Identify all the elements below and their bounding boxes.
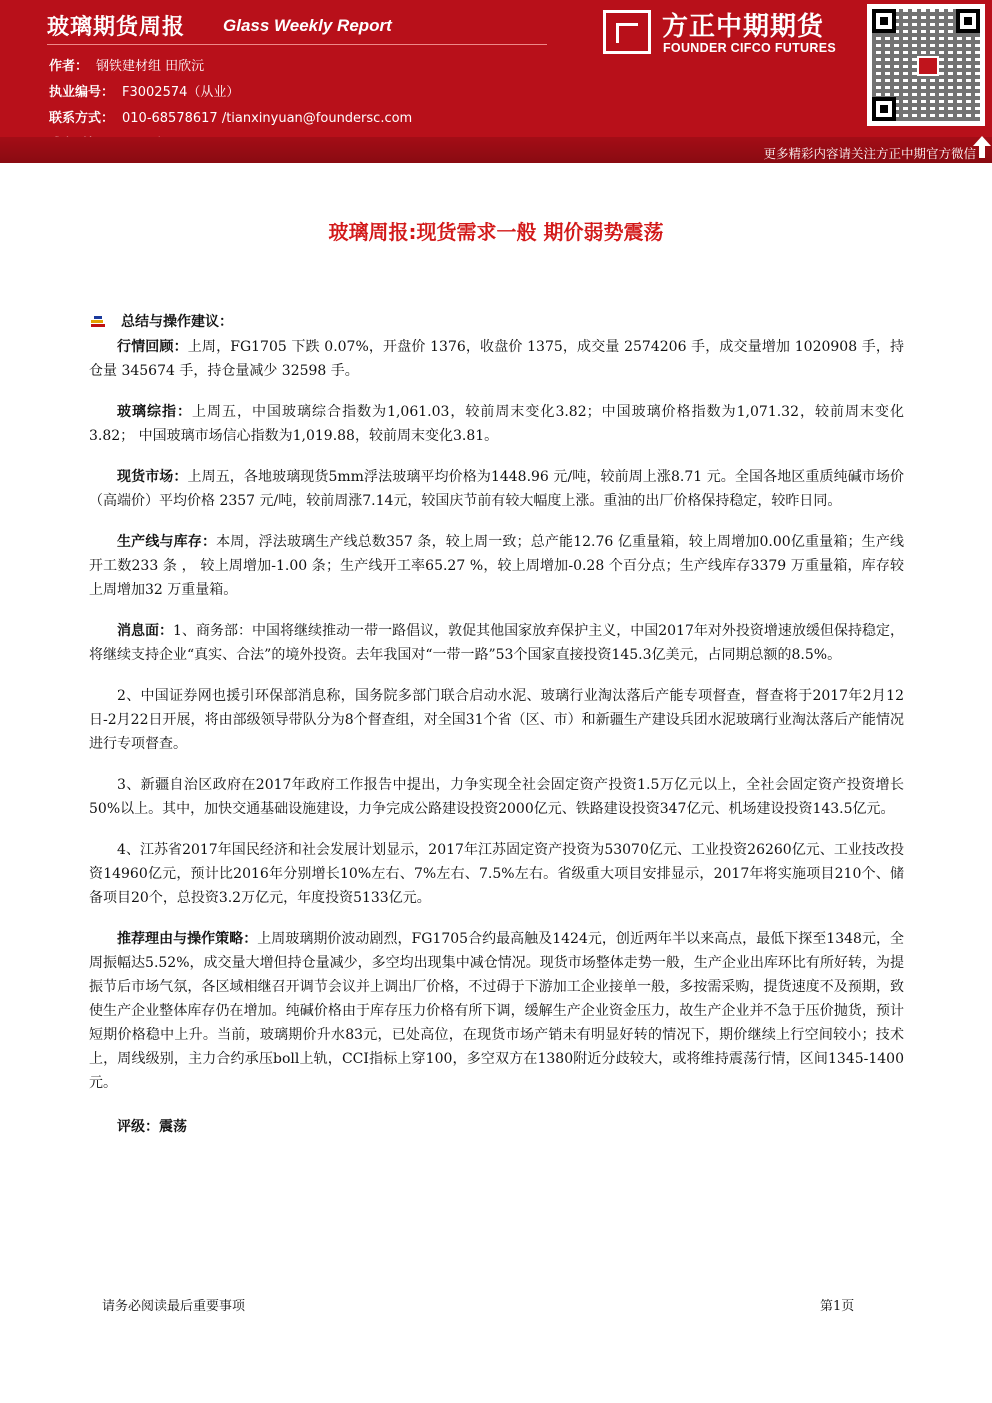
paragraph-lead: 消息面： [117,623,174,639]
meta-value: 钢铁建材组 田欣沅 [96,59,205,74]
paragraph-news-3 [89,773,904,821]
paragraph-glass-index [89,400,904,448]
paragraph-lead: 玻璃综指： [117,404,193,420]
rating-label: 评级： [117,1119,159,1135]
meta-contact [49,107,412,126]
meta-license [49,81,239,100]
company-name-cn: 方正中期期货 [662,12,825,42]
report-header [0,0,992,156]
wechat-qr-code-icon [867,4,985,126]
title-divider [47,44,547,45]
meta-label: 作者： [49,59,89,74]
paragraph-text: 上周五，各地玻璃现货5mm浮法玻璃平均价格为1448.96 元/吨，较前周上涨8.71 元。全国各地区重质纯碱市场价（高端价）平均价格 2357 元/吨，较前周涨7.14元，较国庆节前有较大幅度上涨。重油的出厂价格保持稳定，较昨日同。 [89,469,905,509]
paragraph-spot-market [89,465,904,513]
paragraph-text: 1、商务部：中国将继续推动一带一路倡议，敦促其他国家放弃保护主义，中国2017年对外投资增速放缓但保持稳定，将继续支持企业“真实、合法”的境外投资。去年我国对“一带一路”53个国家直接投资145.3亿美元，占同期总额的8.5%。 [89,623,904,663]
rating-value: 震荡 [159,1119,187,1135]
footer-page-number: 第1页 [820,1299,855,1314]
meta-label: 联系方式： [49,111,115,126]
paragraph-lead: 行情回顾： [117,339,188,355]
paragraph-text: 2、中国证券网也援引环保部消息称，国务院多部门联合启动水泥、玻璃行业淘汰落后产能专项督查，督查将于2017年2月12日-2月22日开展，将由部级领导带队分为8个督查组，对全国31个省（区、市）和新疆生产建设兵团水泥玻璃行业淘汰落后产能情况进行专项督查。 [89,688,904,752]
bullet-icon [91,316,105,328]
report-headline: 玻璃周报:现货需求一般 期价弱势震荡 [328,220,664,244]
paragraph-lead: 推荐理由与操作策略： [117,931,258,947]
up-arrow-icon [973,136,991,146]
paragraph-production-inventory [89,530,904,602]
up-arrow-stem [979,146,985,158]
founder-logo-icon [603,10,651,54]
company-name-en: FOUNDER CIFCO FUTURES [663,41,836,55]
rating [89,1115,904,1139]
paragraph-text: 上周玻璃期价波动剧烈，FG1705合约最高触及1424元，创近两年半以来高点，最低下探至1348元，全周振幅达5.52%，成交量大增但持仓量减少，多空均出现集中减仓情况。现货市场整体走势一般，生产企业出库环比有所好转，为提振节后市场气氛，各区域相继召开调节会议并上调出厂价格，不过碍于下游加工企业接单一般，多按需采购，提货速度不及预期，致使生产企业整体库存仍在增加。纯碱价格由于库存压力价格有所下调，缓解生产企业资金压力，故生产企业并不急于压价抛货，预计短期价格稳中上升。当前，玻璃期价升水83元，已处高位，在现货市场产销未有明显好转的情况下，期价继续上行空间较小；技术上，周线级别，主力合约承压boll上轨，CCI指标上穿100，多空双方在1380附近分歧较大，或将维持震荡行情，区间1345-1400元。 [89,931,904,1091]
paragraph-news-2 [89,684,904,756]
paragraph-news-1 [89,619,904,667]
paragraph-text: 上周，FG1705 下跌 0.07%，开盘价 1376，收盘价 1375，成交量 2574206 手，成交量增加 1020908 手，持仓量 345674 手，持仓量减少 32598 手。 [89,339,905,379]
paragraph-text: 本周，浮法玻璃生产线总数357 条，较上周一致；总产能12.76 亿重量箱，较上周增加0.00亿重量箱；生产线开工数233 条 ， 较上周增加-1.00 条；生产线开工率65.27 %，较上周增加-0.28 个百分点；生产线库存3379 万重量箱，库存较上周增加32 万重量箱。 [89,534,904,598]
paragraph-lead: 生产线与库存： [117,534,217,550]
paragraph-text: 3、新疆自治区政府在2017年政府工作报告中提出，力争实现全社会固定资产投资1.5万亿元以上，全社会固定资产投资增长50%以上。其中，加快交通基础设施建设，力争完成公路建设投资2000亿元、铁路建设投资347亿元、机场建设投资143.5亿元。 [89,777,904,817]
paragraph-text: 4、江苏省2017年国民经济和社会发展计划显示，2017年江苏固定资产投资为53070亿元、工业投资26260亿元、工业技改投资14960亿元，预计比2016年分别增长10%左右、7%左右、7.5%左右。省级重大项目安排显示，2017年将实施项目210个、储备项目20个，总投资3.2万亿元，年度投资5133亿元。 [89,842,904,906]
meta-author [49,55,204,74]
report-title-en: Glass Weekly Report [223,16,392,35]
meta-label: 执业编号： [49,85,115,100]
paragraph-strategy [89,927,904,1095]
paragraph-news-4 [89,838,904,910]
paragraph-market-review [89,335,904,383]
footer-notice: 请务必阅读最后重要事项 [102,1299,246,1314]
summary-heading-text: 总结与操作建议： [121,314,233,330]
summary-heading [89,310,904,334]
report-body [89,310,904,1153]
meta-value: 010-68578617 /tianxinyuan@foundersc.com [122,111,413,126]
meta-value: F3002574（从业） [122,85,240,100]
paragraph-lead: 现货市场： [117,469,188,485]
follow-wechat-text: 更多精彩内容请关注方正中期官方微信 [763,146,976,161]
report-title-cn: 玻璃期货周报 [47,15,186,40]
paragraph-text: 上周五，中国玻璃综合指数为1,061.03，较前周末变化3.82；中国玻璃价格指数为1,071.32，较前周末变化3.82； 中国玻璃市场信心指数为1,019.88，较前周末变化3.81。 [89,404,905,444]
